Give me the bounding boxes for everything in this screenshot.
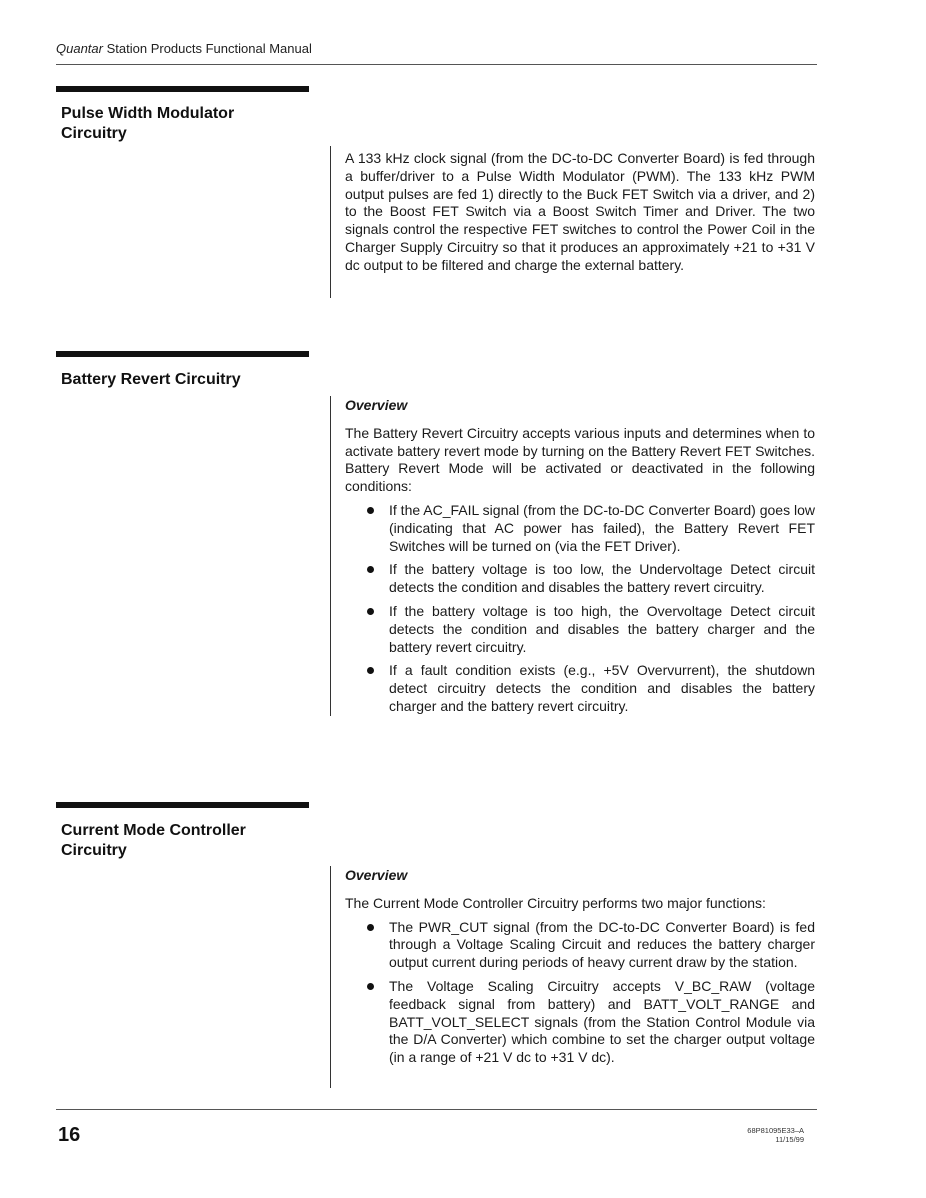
doc-number: 68P81095E33–A: [747, 1126, 804, 1135]
section-title-current-mode: Current Mode Controller Circuitry: [61, 822, 246, 859]
section-bar: [56, 86, 309, 92]
header-brand: Quantar: [56, 41, 103, 56]
section-bar: [56, 802, 309, 808]
paragraph: A 133 kHz clock signal (from the DC-to-DC Converter Board) is fed through a buffer/driver to a Pulse Width Modulator (PWM). The 133 kHz PWM output pulses are fed 1) directly to the Buck FET Switch via a driver, and 2) to the Boost FET Switch via a Boost Switch Timer and Driver. The two signals control the respective FET switches to control the Power Coil in the Charger Supply Circuitry so that it produces an approximately +21 to +31 V dc output to be filtered and charge the external battery.: [345, 150, 815, 273]
section-body-pwm: [345, 150, 815, 275]
document-id: [747, 1126, 804, 1144]
bullet-icon: [367, 983, 374, 990]
bullet-list: [345, 502, 815, 716]
section-vertical-rule: [330, 866, 331, 1088]
running-header: [56, 41, 312, 56]
header-title: Station Products Functional Manual: [106, 41, 312, 56]
list-item: If a fault condition exists (e.g., +5V Overvurrent), the shutdown detect circuitry detects the condition and disables the battery charger and the battery revert circuitry.: [345, 662, 815, 715]
bullet-icon: [367, 924, 374, 931]
section-bar: [56, 351, 309, 357]
section-body-current-mode: [345, 867, 815, 1073]
subheading-overview: Overview: [345, 867, 408, 883]
header-rule: [56, 64, 817, 65]
list-item: The PWR_CUT signal (from the DC-to-DC Converter Board) is fed through a Voltage Scaling Circuit and reduces the battery charger output current during periods of heavy current draw by the station.: [345, 919, 815, 972]
list-item: If the AC_FAIL signal (from the DC-to-DC Converter Board) goes low (indicating that AC power has failed), the Battery Revert FET Switches will be turned on (via the FET Driver).: [345, 502, 815, 555]
section-vertical-rule: [330, 146, 331, 298]
section-title-battery-revert: Battery Revert Circuitry: [61, 371, 241, 388]
list-item: If the battery voltage is too low, the Undervoltage Detect circuit detects the condition and disables the battery revert circuitry.: [345, 561, 815, 597]
page-number: 16: [58, 1124, 81, 1146]
paragraph: The Battery Revert Circuitry accepts various inputs and determines when to activate battery revert mode by turning on the Battery Revert FET Switches. Battery Revert Mode will be activated or deactivated in the following conditions:: [345, 424, 815, 495]
bullet-icon: [367, 608, 374, 615]
footer-rule: [56, 1109, 817, 1110]
bullet-icon: [367, 566, 374, 573]
section-body-battery-revert: [345, 397, 815, 722]
subheading-overview: Overview: [345, 397, 408, 413]
section-vertical-rule: [330, 396, 331, 716]
list-item: The Voltage Scaling Circuitry accepts V_BC_RAW (voltage feedback signal from battery) and BATT_VOLT_RANGE and BATT_VOLT_SELECT signals (from the Station Control Module via the D/A Converter) which combine to set the charger output voltage (in a range of +21 V dc to +31 V dc).: [345, 978, 815, 1067]
bullet-icon: [367, 507, 374, 514]
doc-date: 11/15/99: [775, 1135, 804, 1144]
bullet-list: [345, 919, 815, 1067]
section-title-pwm: Pulse Width Modulator Circuitry: [61, 105, 235, 142]
list-item: If the battery voltage is too high, the Overvoltage Detect circuit detects the condition and disables the battery charger and the battery revert circuitry.: [345, 603, 815, 656]
paragraph: The Current Mode Controller Circuitry performs two major functions:: [345, 894, 766, 911]
bullet-icon: [367, 667, 374, 674]
